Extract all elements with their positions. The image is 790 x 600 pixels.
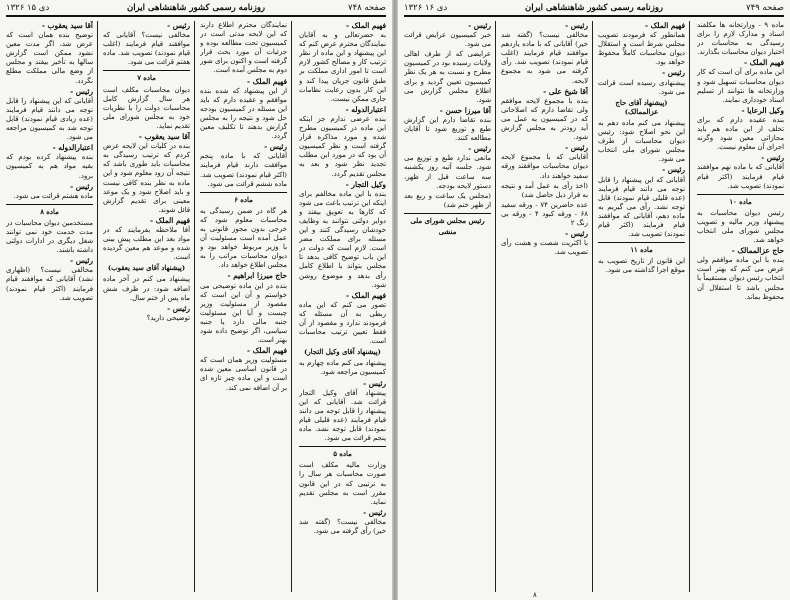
speaker-name: آقا سید یعقوب - — [41, 21, 93, 30]
paragraph: بنده در این ماده توضیحی می خواستم و آن این است که مقصود از مسئولیت وزیر چیست و آیا این مسئولیت جنبه مالی دارد یا جنبه سیاسی، اگر توضیح داده شود بهتر است. — [200, 281, 287, 345]
paragraph: آقایانی که این پیشنهاد را قابل توجه می دانند قیام فرمایند (عده قلیلی قیام نمودند) قابل توجه نشد. رأی می گیریم به ماده دهم، آقایانی که موافقند قیام فرمایند (اکثر قیام نمودند) تصویب شد. — [598, 175, 685, 239]
speaker-name: رئیس - — [662, 68, 685, 78]
paragraph: مخالفی نیست؟ آقایانی که موافقند قیام فرمایند (اغلب قیام نمودند) تصویب شد. ماده هفتم قرائت می شود. — [103, 31, 190, 67]
left-page-label: صفحه ۷۴۸ — [348, 3, 386, 13]
left-header-rule — [6, 16, 386, 17]
paragraph: بنده در کلیات این لایحه عرض کردم که ترتیب رسیدگی به محاسبات باید طوری باشد که نتیجه آن زود معلوم شود و این ماده به نظر بنده کافی نیست و باید اصلاح شود و یک موعد معینی برای تقدیم گزارش قائل شوند. — [103, 142, 190, 214]
left-page-date: ۱۳۲۶ دی ۱۵ — [6, 3, 50, 13]
paragraph: بنده عقیده دارم که برای تخلف از این ماده هم باید مجازاتی معین شود وگرنه اجرای آن معلوم نیست. — [697, 115, 784, 152]
paragraph: پیشنهاد می کنم در آخر ماده اضافه شود: در ظرف شش ماه پس از ختم سال. — [103, 275, 190, 302]
speaker-name: وکیل الرعایا - — [741, 105, 784, 115]
paragraph: آقایانی که با مجموع لایحه دیوان محاسبات موافقند ورقه سفید خواهند داد. — [501, 153, 588, 180]
paragraph: مخالفی نیست؟ (گفته شد خیر) آقایانی که با ماده یازدهم موافقند قیام فرمایند (اغلب قیام نمودند) تصویب شد. رأی گرفته می شود به مجموع لایحه. — [501, 31, 588, 85]
paragraph: وزارت مالیه مکلف است صورت محاسبات هر سال را به ترتیبی که در این قانون مقرر است به مجلس تقدیم نماید. — [299, 461, 386, 506]
speaker-name: اعتبارالدوله - — [345, 104, 386, 114]
section-rule — [404, 213, 491, 214]
section-rule — [299, 446, 386, 447]
left-column-divider — [291, 21, 292, 592]
section-heading: ماده ۱۰ — [729, 197, 752, 206]
speaker-name: آقا سید یعقوب - — [138, 132, 190, 142]
paragraph: پیشنهادی رسیده است قرائت می شود. — [598, 78, 685, 96]
speaker-name: آقا شیخ علی - — [543, 86, 588, 96]
paragraph: بنده عرضی ندارم جز اینکه این ماده در کمیسیون مطرح شده و مورد مذاکره قرار گرفته است و نظر کمیسیون آن بود که در مورد این مطلب تجدید نظر شود و بعد به مجلس تقدیم گردد. — [299, 114, 386, 178]
paragraph: خبر کمیسیون عرایض قرائت می شود. — [404, 31, 491, 49]
left-page-title: روزنامه رسمی کشور شاهنشاهی ایران — [126, 3, 266, 13]
right-column-divider — [495, 21, 496, 592]
right-column-divider — [592, 21, 593, 592]
section-rule — [6, 204, 93, 205]
paragraph: بنده تقاضا دارم این گزارش طبع و توزیع شود تا آقایان مطالعه کنند. — [404, 115, 491, 143]
left-page — [0, 0, 392, 600]
section-heading: (پیشنهاد آقای وکیل التجار) — [304, 348, 381, 357]
right-header-rule — [404, 16, 784, 17]
right-column-3 — [501, 21, 588, 594]
paragraph: نمایندگان محترم اطلاع دارند که این لایحه مدتی است در کمیسیون تحت مطالعه بوده و جزئیات آن مورد بحث قرار گرفته است و اکنون برای شور دوم به مجلس آمده است. — [200, 21, 287, 75]
right-page-title: روزنامه رسمی کشور شاهنشاهی ایران — [524, 3, 664, 13]
speaker-name: رئیس - — [363, 507, 386, 517]
left-column-1 — [299, 21, 386, 594]
paragraph: این قانون از تاریخ تصویب به موقع اجرا گذاشته می شود. — [598, 257, 685, 275]
speaker-name: رئیس - — [761, 153, 784, 163]
right-column-4 — [404, 21, 491, 594]
section-heading: (پیشنهاد آقای حاج عزالممالک) — [615, 98, 668, 116]
left-column-4 — [6, 21, 93, 594]
paragraph: رئیس دیوان محاسبات به پیشنهاد وزیر مالیه و تصویب مجلس شورای ملی انتخاب خواهد شد. — [697, 208, 784, 245]
paragraph: عده حاضرین ۷۴ - ورقه سفید ۶۸ - ورقه کبود ۴ - ورقه بی رنگ ۲ — [501, 200, 588, 227]
speaker-name: رئیس - — [468, 21, 491, 30]
paragraph: این ماده برای آن است که کار دیوان محاسبات تسهیل شود و وزارتخانه ها نتوانند از تسلیم اسناد خودداری نمایند. — [697, 68, 784, 104]
speaker-name: اعتبارالدوله - — [52, 143, 93, 153]
speaker-name: فهیم الملک - — [346, 290, 386, 300]
section-heading: منشی — [438, 227, 457, 236]
right-page — [398, 0, 790, 600]
section-rule — [103, 70, 190, 71]
speaker-name: فهیم الملک - — [645, 21, 685, 30]
right-page-date: ۱۳۲۶ دی ۱۶ — [404, 3, 448, 13]
left-column-divider — [97, 21, 98, 592]
paragraph: آقا ملاحظه بفرمایند که در مواد بعد این مطلب پیش بینی شده و موعد هم معین گردیده است. — [103, 225, 190, 262]
speaker-name: رئیس - — [565, 229, 588, 239]
speaker-name: رئیس - — [167, 303, 190, 313]
paragraph: بنده با این ماده موافقم ولی عرض می کنم که بهتر است انتخاب رئیس دیوان مستقیماً با مجلس باشد تا استقلال آن محفوظ بماند. — [697, 256, 784, 301]
paragraph: به حضرتعالی و به آقایان نمایندگان محترم عرض کنم که این پیشنهاد و این ماده از نظر ترتیب کار و مصالح کشور لازم است تا امور اداری مملکت بر طبق قانون جریان پیدا کند و این کار بدون رعایت نظامات جاری ممکن نیست. — [299, 31, 386, 103]
section-rule — [697, 194, 784, 195]
section-heading: رئیس مجلس شورای ملی — [410, 216, 485, 225]
speaker-name: رئیس - — [468, 144, 491, 154]
right-column-2 — [598, 21, 685, 594]
section-heading: ماده ۷ — [137, 74, 156, 83]
paragraph: پیشنهاد آقای وکیل التجار قرائت شد. آقایانی که این پیشنهاد را قابل توجه می دانند قیام فرمایند (عده قلیلی قیام نمودند) قابل توجه نشد. ماده پنجم قرائت می شود. — [299, 388, 386, 443]
paragraph: توضیحی دارید؟ — [146, 313, 190, 322]
section-heading: ماده ۸ — [40, 207, 59, 216]
speaker-name: رئیس - — [363, 378, 386, 388]
speaker-name: حاج میرزا ابراهیم - — [227, 271, 287, 281]
right-page-label: صفحه ۷۴۹ — [746, 3, 784, 13]
paragraph: توضیح بنده همان است که عرض شد، اگر مدت معین نشود ممکن است گزارش سالها به تأخیر بیفتد و مجلس از وضع مالی مملکت مطلع نگردد. — [6, 31, 93, 85]
speaker-name: رئیس - — [70, 256, 93, 266]
section-heading: (پیشنهاد آقای سید یعقوب) — [107, 264, 186, 273]
paragraph: عرایضی که از طرف اهالی ولایات رسیده بود در کمیسیون مطرح و نسبت به هر یک نظر کمیسیون تعیین گردید و برای اطلاع مجلس گزارش می شود. — [404, 50, 491, 104]
right-page-header — [404, 2, 784, 16]
section-rule — [598, 242, 685, 243]
section-heading: ماده ۶ — [234, 195, 253, 204]
speaker-name: رئیس - — [167, 21, 190, 30]
speaker-name: رئیس - — [70, 181, 93, 191]
left-page-header — [6, 2, 386, 16]
paragraph: مسئولیت وزیر همان است که در قانون اساسی معین شده است و این ماده چیز تازه ای بر آن اضافه نمی کند. — [200, 356, 287, 392]
paragraph: هر گاه در ضمن رسیدگی به محاسبات معلوم شود که خرجی بدون مجوز قانونی به عمل آمده است مسئولیت آن با وزیر مربوط خواهد بود و دیوان محاسبات مراتب را به مجلس اطلاع خواهد داد. — [200, 206, 287, 270]
paragraph: همانطور که فرمودند تصویب مجلس شرط است و استقلال دیوان محاسبات کاملاً محفوظ خواهد بود. — [598, 31, 685, 67]
paragraph: بنده پیشنهاد کرده بودم که بقیه مواد هم به کمیسیون برود. — [6, 153, 93, 180]
right-column-divider — [689, 21, 690, 592]
section-heading: ماده ۱۱ — [630, 246, 653, 255]
paragraph: بنده با این ماده مخالفم برای اینکه این ترتیب باعث می شود که کارها به تعویق بیفتد و دوایر دولتی نتوانند به وظایف خودشان رسیدگی کنند و این مسئله برای مملکت مضر است. لازم است که دولت در این باب توضیح کافی بدهد تا مجلس بتواند با اطلاع کامل رأی بدهد و موضوع روشن شود. — [299, 189, 386, 289]
paragraph: با اکثریت شصت و هشت رأی تصویب شد. — [501, 239, 588, 257]
paragraph: آقایانی که با ماده نهم موافقند قیام فرمایند (اکثر قیام نمودند) تصویب شد. — [697, 163, 784, 190]
speaker-name: فهیم الملک - — [744, 58, 784, 68]
paragraph: آقایانی که با ماده پنجم موافقت دارند قیام فرمایند (اکثر قیام نمودند) تصویب شد. ماده ششم قرائت می شود. — [200, 152, 287, 188]
speaker-name: رئیس - — [70, 86, 93, 96]
left-column-3 — [103, 21, 190, 594]
paragraph: آقایانی که این پیشنهاد را قابل توجه می دانند قیام فرمایند (عده زیادی قیام نمودند) قابل توجه شد به کمیسیون مراجعه می شود. — [6, 96, 93, 142]
speaker-name: رئیس - — [565, 21, 588, 30]
paragraph: مخالفی نیست؟ (اظهاری نشد) آقایانی که موافقند قیام فرمایند (اکثر قیام نمودند) تصویب شد. — [6, 266, 93, 302]
section-rule — [200, 192, 287, 193]
paragraph: ماده هشتم قرائت می شود. — [13, 191, 93, 200]
speaker-name: حاج عزالممالک - — [731, 246, 784, 256]
left-column-divider — [194, 21, 195, 592]
speaker-name: وکیل التجار - — [345, 179, 386, 189]
section-heading: ماده ۵ — [333, 450, 352, 459]
paragraph: ماده ۹ - وزارتخانه ها مکلفند اسناد و مدارک لازم را برای رسیدگی به محاسبات در اختیار دیوان محاسبات بگذارند. — [697, 21, 784, 57]
paragraph: (اخذ رأی به عمل آمد و نتیجه به قرار ذیل حاصل شد) — [501, 181, 588, 199]
paragraph: پیشنهاد می کنم ماده چهارم به کمیسیون مراجعه شود. — [299, 359, 386, 377]
paragraph: دیوان محاسبات مکلف است هر سال گزارش کامل محاسبات دولت را با نظریات خود به مجلس شورای ملی تقدیم نماید. — [103, 85, 190, 130]
speaker-name: فهیم الملک - — [346, 21, 386, 30]
left-column-2 — [200, 21, 287, 594]
right-page-number: ۸ — [533, 591, 537, 599]
paragraph: (مجلس یک ساعت و ربع بعد از ظهر ختم شد) — [404, 191, 491, 209]
speaker-name: فهیم الملک - — [247, 76, 287, 86]
speaker-name: رئیس - — [264, 142, 287, 152]
paragraph: مانعی ندارد طبع و توزیع می شود. جلسه آتیه روز یکشنبه سه ساعت قبل از ظهر، دستور لایحه بودجه. — [404, 154, 491, 190]
right-column-1 — [697, 21, 784, 594]
paragraph: بنده با مجموع لایحه موافقم ولی تقاضا دارم که اصلاحاتی که در کمیسیون به عمل می آید زودتر به مجلس گزارش شود. — [501, 96, 588, 142]
speaker-name: فهیم الملک - — [247, 346, 287, 356]
paragraph: مخالفی نیست؟ (گفته شد خیر) رأی گرفته می شود. — [299, 517, 386, 535]
paragraph: از این پیشنهاد که شده بنده موافقم و عقیده دارم که باید این مسئله در کمیسیون بودجه حل شود و نتیجه را به مجلس گزارش بدهند تا تکلیف معین گردد. — [200, 86, 287, 141]
paragraph: مستخدمین دیوان محاسبات در مدت خدمت خود نمی توانند شغل دیگری در ادارات دولتی داشته باشند. — [6, 218, 93, 255]
paragraph: تصور می کنم که این ماده ربطی به آن مسئله که فرمودند ندارد و مقصود از آن فقط تعیین ترتیب محاسبات است. — [299, 300, 386, 346]
paragraph: پیشنهاد می کنم ماده دهم به این نحو اصلاح شود: رئیس دیوان محاسبات از طرف مجلس شورای ملی انتخاب می شود. — [598, 118, 685, 164]
speaker-name: رئیس - — [565, 143, 588, 153]
speaker-name: فهیم الملک - — [150, 215, 190, 225]
speaker-name: آقا میرزا حسن - — [439, 105, 491, 115]
speaker-name: رئیس - — [662, 165, 685, 175]
